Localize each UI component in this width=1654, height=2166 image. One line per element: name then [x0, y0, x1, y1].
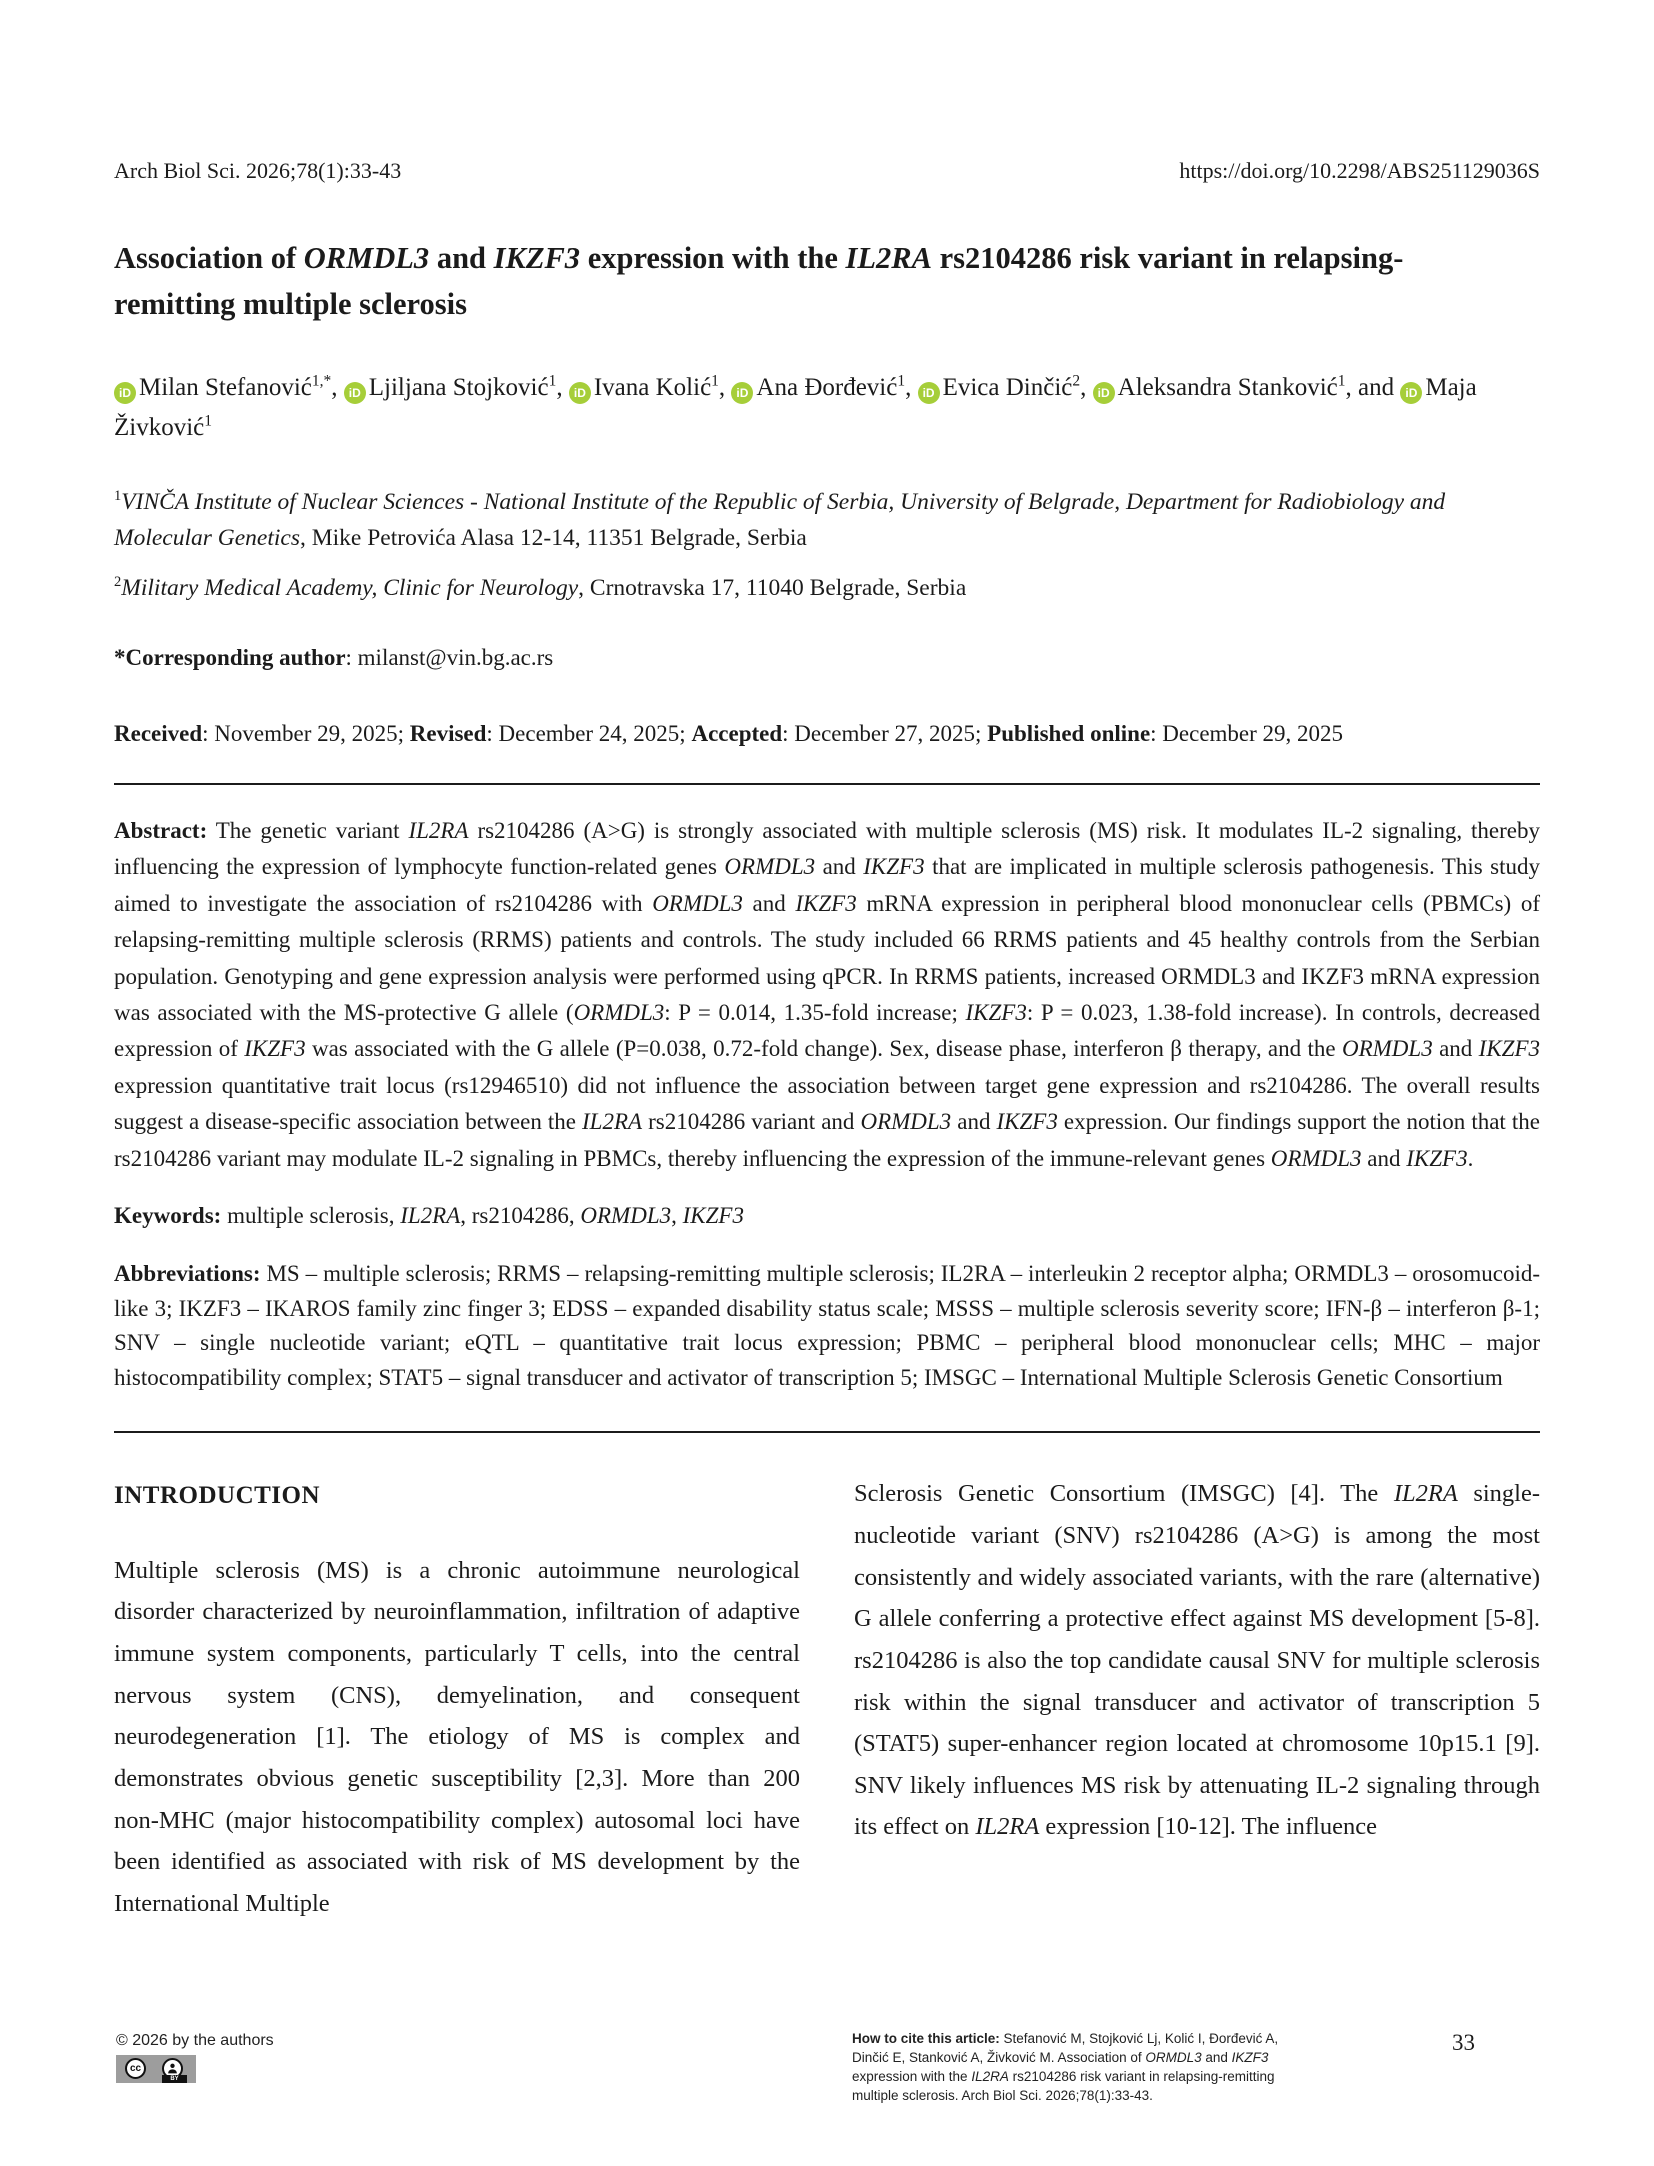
affiliation-2	[114, 570, 1540, 606]
author-name: Ana Đorđević	[756, 373, 898, 401]
author-affiliation-sup: 1,*	[311, 372, 332, 390]
section-heading-introduction: INTRODUCTION	[114, 1482, 321, 1510]
author-affiliation-sup: 1	[897, 372, 906, 390]
author	[731, 374, 917, 401]
article-title: Association of ORMDL3 and IKZF3 expression with the IL2RA rs2104286 risk variant in relapsing-remitting multiple sclerosis	[114, 241, 1404, 321]
journal-citation: Arch Biol Sci. 2026;78(1):33-43	[114, 158, 402, 183]
divider-bottom	[114, 1431, 1540, 1433]
by-label: BY	[162, 2075, 187, 2083]
author-name: Ljiljana Stojković	[368, 373, 549, 401]
author-name: Maja Živković	[114, 373, 1477, 441]
orcid-icon[interactable]: iD	[344, 382, 366, 404]
affiliation-number: 2	[114, 574, 122, 591]
cite-label: How to cite this article:	[852, 2031, 1000, 2046]
page-number: 33	[1452, 2030, 1475, 2055]
author-affiliation-sup: 1	[548, 372, 557, 390]
doi-link[interactable]: https://doi.org/10.2298/ABS251129036S	[1179, 158, 1540, 183]
published-date: : December 29, 2025	[1150, 720, 1344, 746]
affiliation-1	[114, 484, 1540, 557]
orcid-icon[interactable]: iD	[1093, 382, 1115, 404]
author-separator: , and	[1345, 373, 1401, 401]
keywords-text: multiple sclerosis, IL2RA, rs2104286, ORMDL3, IKZF3	[227, 1203, 744, 1229]
author	[918, 374, 1093, 401]
affiliation-institution: VINČA Institute of Nuclear Sciences - National Institute of the Republic of Serbia, University of Belgrade, Department for Radiobiology and Molecular Genetics	[114, 488, 1446, 551]
author-affiliation-sup: 1	[204, 412, 213, 430]
corresponding-author	[114, 645, 1540, 671]
abbreviations-label: Abbreviations:	[114, 1261, 261, 1287]
orcid-icon[interactable]: iD	[731, 382, 753, 404]
affiliation-address: , Crnotravska 17, 11040 Belgrade, Serbia	[578, 575, 967, 602]
keywords	[114, 1203, 1540, 1229]
cc-by-license-badge[interactable]	[116, 2055, 196, 2083]
cite-text: Stefanović M, Stojković Lj, Kolić I, Đorđević A, Dinčić E, Stanković A, Živković M. Association of ORMDL3 and IKZF3 expression with the IL2RA rs2104286 risk variant in relapsing-remitting multiple sclerosis. Arch Biol Sci. 2026;78(1):33-43.	[852, 2031, 1279, 2103]
accepted-label: Accepted	[691, 720, 783, 746]
author	[344, 374, 569, 401]
introduction-paragraph-right: Sclerosis Genetic Consortium (IMSGC) [4]. The IL2RA single-nucleotide variant (SNV) rs2104286 (A>G) is among the most consistently and widely associated variants, with the rare (alternative) G allele conferring a protective effect against MS development [5-8]. rs2104286 is also the top candidate causal SNV for multiple sclerosis risk within the signal transducer and activator of transcription 5 (STAT5) super-enhancer region located at chromosome 10p15.1 [9]. SNV likely influences MS risk by attenuating IL-2 signaling through its effect on IL2RA expression [10-12]. The influence	[854, 1480, 1540, 1841]
abstract-text: The genetic variant IL2RA rs2104286 (A>G) is strongly associated with multiple sclerosis (MS) risk. It modulates IL-2 signaling, thereby influencing the expression of lymphocyte function-related genes ORMDL3 and IKZF3 that are implicated in multiple sclerosis pathogenesis. This study aimed to investigate the association of rs2104286 with ORMDL3 and IKZF3 mRNA expression in peripheral blood mononuclear cells (PBMCs) of relapsing-remitting multiple sclerosis (RRMS) patients and controls. The study included 66 RRMS patients and 45 healthy controls from the Serbian population. Genotyping and gene expression analysis were performed using qPCR. In RRMS patients, increased ORMDL3 and IKZF3 mRNA expression was associated with the MS-protective G allele (ORMDL3: P = 0.014, 1.35-fold increase; IKZF3: P = 0.023, 1.38-fold increase). In controls, decreased expression of IKZF3 was associated with the G allele (P=0.038, 0.72-fold change). Sex, disease phase, interferon β therapy, and the ORMDL3 and IKZF3 expression quantitative trait locus (rs12946510) did not influence the association between target gene expression and rs2104286. The overall results suggest a disease-specific association between the IL2RA rs2104286 variant and ORMDL3 and IKZF3 expression. Our findings support the notion that the rs2104286 variant may modulate IL-2 signaling in PBMCs, thereby influencing the expression of the immune-relevant genes ORMDL3 and IKZF3.	[114, 817, 1541, 1171]
author-separator: ,	[556, 373, 569, 401]
author-name: Evica Dinčić	[942, 373, 1073, 401]
corresponding-label: *Corresponding author	[114, 644, 346, 670]
article-dates	[114, 721, 1540, 747]
author-name: Aleksandra Stanković	[1117, 373, 1338, 401]
footer-license	[116, 2032, 274, 2083]
corresponding-email[interactable]: : milanst@vin.bg.ac.rs	[345, 644, 554, 670]
affiliations	[114, 484, 1540, 607]
author-name: Milan Stefanović	[139, 373, 312, 401]
divider-top	[114, 783, 1540, 785]
abstract-label: Abstract:	[114, 817, 208, 843]
orcid-icon[interactable]: iD	[569, 382, 591, 404]
copyright-text: © 2026 by the authors	[116, 2032, 274, 2049]
abbreviations-text: MS – multiple sclerosis; RRMS – relapsing-remitting multiple sclerosis; IL2RA – interleukin 2 receptor alpha; ORMDL3 – orosomucoid-like 3; IKZF3 – IKAROS family zinc finger 3; EDSS – expanded disability status scale; MSSS – multiple sclerosis severity score; IFN-β – interferon β-1; SNV – single nucleotide variant; eQTL – quantitative trait locus expression; PBMC – peripheral blood mononuclear cells; MHC – major histocompatibility complex; STAT5 – signal transducer and activator of transcription 5; IMSGC – International Multiple Sclerosis Genetic Consortium	[114, 1261, 1541, 1390]
published-label: Published online	[987, 720, 1151, 746]
affiliation-institution: Military Medical Academy, Clinic for Neurology	[121, 575, 579, 602]
author-separator: ,	[718, 373, 732, 401]
author-separator: ,	[1080, 373, 1093, 401]
author-affiliation-sup: 2	[1072, 372, 1081, 390]
abbreviations	[114, 1257, 1540, 1395]
author	[569, 374, 732, 401]
introduction-paragraph-left: Multiple sclerosis (MS) is a chronic autoimmune neurological disorder characterized by neuroinflammation, infiltration of adaptive immune system components, particularly T cells, into the central nervous system (CNS), demyelination, and consequent neurodegeneration [1]. The etiology of MS is complex and demonstrates obvious genetic susceptibility [2,3]. More than 200 non-MHC (major histocompatibility complex) autosomal loci have been identified as associated with risk of MS development by the International Multiple	[114, 1556, 800, 1917]
author	[114, 374, 344, 401]
affiliation-address: , Mike Petrovića Alasa 12-14, 11351 Belgrade, Serbia	[299, 524, 807, 551]
author-affiliation-sup: 1	[711, 372, 719, 390]
author-affiliation-sup: 1	[1337, 372, 1346, 390]
orcid-icon[interactable]: iD	[114, 382, 136, 404]
column-left	[114, 1473, 800, 1924]
orcid-icon[interactable]: iD	[918, 382, 940, 404]
affiliation-number: 1	[114, 487, 122, 504]
received-date: : November 29, 2025;	[202, 720, 410, 746]
keywords-label: Keywords:	[114, 1203, 222, 1229]
received-label: Received	[114, 720, 203, 746]
cc-icon: cc	[125, 2058, 146, 2079]
footer-citation	[852, 2030, 1282, 2106]
revised-date: : December 24, 2025;	[486, 720, 692, 746]
author-separator: ,	[331, 373, 344, 401]
author-separator: ,	[905, 373, 918, 401]
revised-label: Revised	[409, 720, 487, 746]
column-right	[854, 1473, 1540, 1924]
author-list	[114, 368, 1534, 448]
body-columns	[114, 1473, 1540, 1924]
orcid-icon[interactable]: iD	[1400, 382, 1422, 404]
abstract	[114, 813, 1540, 1178]
page-header	[114, 158, 1540, 184]
accepted-date: : December 27, 2025;	[782, 720, 988, 746]
author-name: Ivana Kolić	[593, 373, 712, 401]
author	[1093, 374, 1401, 401]
